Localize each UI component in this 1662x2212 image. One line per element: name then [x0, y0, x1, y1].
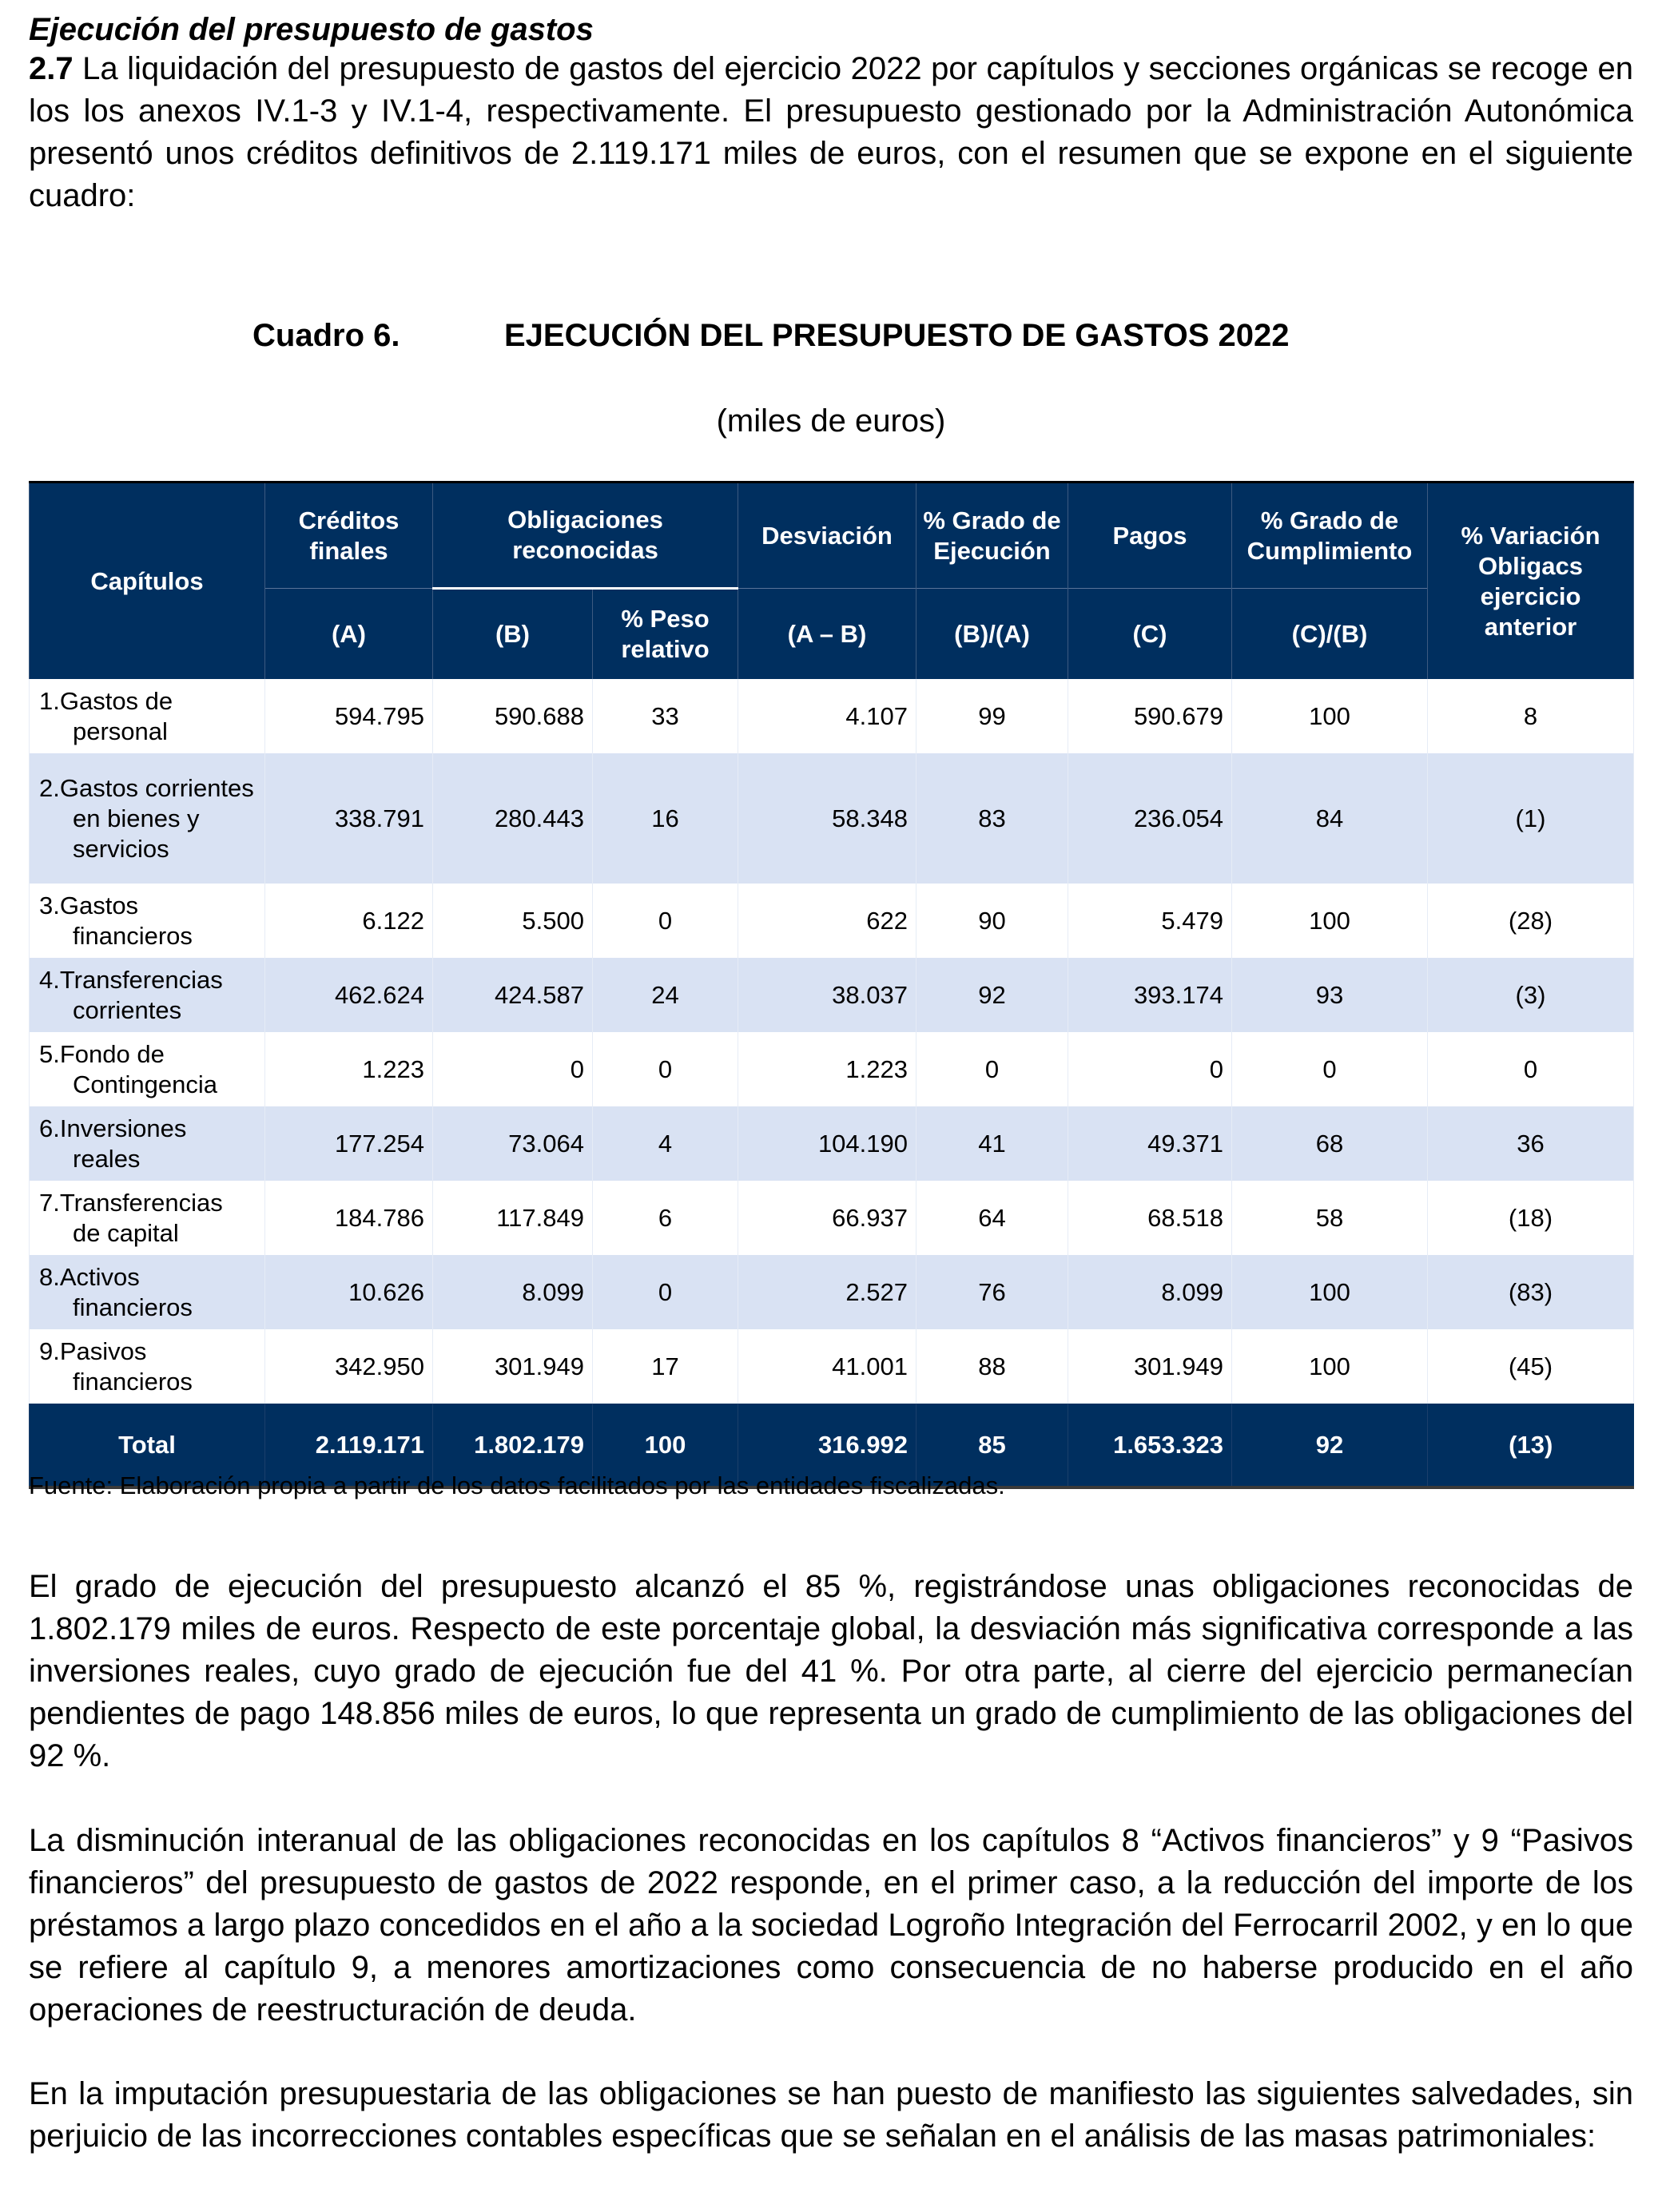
row-label: 7.Transferencias de capital [39, 1188, 223, 1247]
cell-obligaciones: 73.064 [433, 1106, 593, 1181]
col-header-creditos: Créditos finales [265, 483, 433, 589]
cell-variacion: (1) [1428, 753, 1634, 884]
intro-paragraph [29, 48, 1633, 217]
row-label: 1.Gastos de personal [39, 686, 173, 745]
paragraph-execution: El grado de ejecución del presupuesto alcanzó el 85 %, registrándose unas obligaciones reconocidas de 1.802.179 miles de euros. Respecto de este porcentaje global, la desviación más significativa corresponde a las inversiones reales, cuyo grado de ejecución fue del 41 %. Por otra parte, al cierre del ejercicio permanecían pendientes de pago 148.856 miles de euros, lo que representa un grado de cumplimiento de las obligaciones del 92 %. [29, 1569, 1633, 1773]
cell-grado-ejecucion: 76 [916, 1255, 1068, 1329]
cell-peso: 6 [593, 1181, 738, 1255]
table-row [30, 1329, 1634, 1404]
cell-desviacion: 38.037 [738, 958, 916, 1032]
cell-peso: 0 [593, 1255, 738, 1329]
cell-obligaciones: 117.849 [433, 1181, 593, 1255]
cell-obligaciones: 0 [433, 1032, 593, 1106]
total-variacion: (13) [1428, 1404, 1634, 1487]
cell-grado-cumplimiento: 100 [1232, 884, 1428, 958]
table-caption [252, 316, 1290, 355]
table-row [30, 679, 1634, 753]
cell-creditos: 462.624 [265, 958, 433, 1032]
total-grado-ejecucion: 85 [916, 1404, 1068, 1487]
total-creditos: 2.119.171 [265, 1404, 433, 1487]
cell-pagos: 393.174 [1068, 958, 1232, 1032]
cell-desviacion: 622 [738, 884, 916, 958]
cell-peso: 33 [593, 679, 738, 753]
cell-desviacion: 41.001 [738, 1329, 916, 1404]
total-grado-cumplimiento: 92 [1232, 1404, 1428, 1487]
cell-pagos: 68.518 [1068, 1181, 1232, 1255]
cell-obligaciones: 280.443 [433, 753, 593, 884]
cell-grado-cumplimiento: 93 [1232, 958, 1428, 1032]
cell-creditos: 342.950 [265, 1329, 433, 1404]
table-row [30, 1106, 1634, 1181]
cell-creditos: 338.791 [265, 753, 433, 884]
cell-peso: 0 [593, 884, 738, 958]
cell-desviacion: 4.107 [738, 679, 916, 753]
cell-desviacion: 104.190 [738, 1106, 916, 1181]
cell-creditos: 177.254 [265, 1106, 433, 1181]
cell-grado-ejecucion: 88 [916, 1329, 1068, 1404]
cell-pagos: 5.479 [1068, 884, 1232, 958]
cell-peso: 24 [593, 958, 738, 1032]
cell-grado-cumplimiento: 100 [1232, 1329, 1428, 1404]
cell-obligaciones: 301.949 [433, 1329, 593, 1404]
row-label: 9.Pasivos financieros [39, 1336, 193, 1396]
cell-obligaciones: 424.587 [433, 958, 593, 1032]
header-row-1 [30, 483, 1634, 589]
cell-grado-cumplimiento: 58 [1232, 1181, 1428, 1255]
cell-peso: 17 [593, 1329, 738, 1404]
row-label: 2.Gastos corrientes en bienes y servicios [39, 773, 254, 863]
cell-desviacion: 2.527 [738, 1255, 916, 1329]
cell-grado-ejecucion: 64 [916, 1181, 1068, 1255]
cell-obligaciones: 8.099 [433, 1255, 593, 1329]
row-label: 8.Activos financieros [39, 1262, 193, 1321]
cell-grado-ejecucion: 41 [916, 1106, 1068, 1181]
table-row [30, 884, 1634, 958]
cell-obligaciones: 5.500 [433, 884, 593, 958]
total-label: Total [30, 1404, 265, 1487]
cell-creditos: 184.786 [265, 1181, 433, 1255]
row-label: 3.Gastos financieros [39, 891, 193, 950]
col-subheader-b-over-a: (B)/(A) [916, 589, 1068, 680]
header-row-2 [30, 589, 1634, 680]
col-header-grado-ejecucion: % Grado de Ejecución [916, 483, 1068, 589]
cell-pagos: 8.099 [1068, 1255, 1232, 1329]
paragraph-decrease: La disminución interanual de las obligaciones reconocidas en los capítulos 8 “Activos financieros” y 9 “Pasivos financieros” del presupuesto de gastos de 2022 responde, en el primer caso, a la reducción del importe de los préstamos a largo plazo concedidos en el año a la sociedad Logroño Integración del Ferrocarril 2002, y en lo que se refiere al capítulo 9, a menores amortizaciones como consecuencia de no haberse producido en el año operaciones de reestructuración de deuda. [29, 1823, 1633, 2027]
section-title: Ejecución del presupuesto de gastos [29, 12, 594, 47]
col-subheader-c: (C) [1068, 589, 1232, 680]
col-header-variacion: % Variación Obligacs ejercicio anterior [1428, 483, 1634, 680]
cell-grado-ejecucion: 99 [916, 679, 1068, 753]
table-row [30, 1255, 1634, 1329]
cell-grado-cumplimiento: 0 [1232, 1032, 1428, 1106]
col-subheader-a: (A) [265, 589, 433, 680]
col-subheader-b: (B) [433, 589, 593, 680]
row-label: 4.Transferencias corrientes [39, 965, 223, 1024]
total-pagos: 1.653.323 [1068, 1404, 1232, 1487]
cell-variacion: (18) [1428, 1181, 1634, 1255]
table-row [30, 753, 1634, 884]
col-header-pagos: Pagos [1068, 483, 1232, 589]
table-title: EJECUCIÓN DEL PRESUPUESTO DE GASTOS 2022 [504, 318, 1290, 353]
table-number: Cuadro 6. [252, 318, 400, 353]
cell-variacion: (45) [1428, 1329, 1634, 1404]
total-obligaciones: 1.802.179 [433, 1404, 593, 1487]
cell-variacion: (3) [1428, 958, 1634, 1032]
cell-pagos: 590.679 [1068, 679, 1232, 753]
total-desviacion: 316.992 [738, 1404, 916, 1487]
cell-pagos: 49.371 [1068, 1106, 1232, 1181]
cell-grado-ejecucion: 92 [916, 958, 1068, 1032]
cell-desviacion: 66.937 [738, 1181, 916, 1255]
col-header-desviacion: Desviación [738, 483, 916, 589]
cell-creditos: 1.223 [265, 1032, 433, 1106]
cell-creditos: 6.122 [265, 884, 433, 958]
paragraph-salvedades: En la imputación presupuestaria de las obligaciones se han puesto de manifiesto las siguientes salvedades, sin perjuicio de las incorrecciones contables específicas que se señalan en el análisis de las masas patrimoniales: [29, 2076, 1633, 2154]
table-row [30, 1032, 1634, 1106]
paragraph-number: 2.7 [29, 51, 74, 86]
cell-creditos: 10.626 [265, 1255, 433, 1329]
col-header-capitulos: Capítulos [30, 483, 265, 680]
cell-peso: 16 [593, 753, 738, 884]
cell-variacion: 0 [1428, 1032, 1634, 1106]
cell-peso: 4 [593, 1106, 738, 1181]
cell-variacion: (83) [1428, 1255, 1634, 1329]
table-units: (miles de euros) [716, 403, 946, 439]
cell-variacion: (28) [1428, 884, 1634, 958]
cell-desviacion: 58.348 [738, 753, 916, 884]
intro-text: La liquidación del presupuesto de gastos del ejercicio 2022 por capítulos y secciones orgánicas se recoge en los los anexos IV.1-3 y IV.1-4, respectivamente. El presupuesto gestionado por la Administración Autonómica presentó unos créditos definitivos de 2.119.171 miles de euros, con el resumen que se expone en el siguiente cuadro: [29, 51, 1633, 213]
table-source-note: Fuente: Elaboración propia a partir de los datos facilitados por las entidades fiscalizadas. [29, 1471, 1005, 1499]
table-row [30, 1181, 1634, 1255]
row-label: 6.Inversiones reales [39, 1114, 187, 1173]
cell-variacion: 8 [1428, 679, 1634, 753]
cell-obligaciones: 590.688 [433, 679, 593, 753]
col-header-obligaciones: Obligaciones reconocidas [433, 483, 738, 589]
cell-desviacion: 1.223 [738, 1032, 916, 1106]
cell-grado-ejecucion: 90 [916, 884, 1068, 958]
cell-grado-cumplimiento: 100 [1232, 1255, 1428, 1329]
cell-grado-cumplimiento: 84 [1232, 753, 1428, 884]
col-header-grado-cumplimiento: % Grado de Cumplimiento [1232, 483, 1428, 589]
col-subheader-peso: % Peso relativo [593, 589, 738, 680]
col-subheader-a-minus-b: (A – B) [738, 589, 916, 680]
table-row [30, 958, 1634, 1032]
col-subheader-c-over-b: (C)/(B) [1232, 589, 1428, 680]
cell-pagos: 301.949 [1068, 1329, 1232, 1404]
cell-grado-cumplimiento: 68 [1232, 1106, 1428, 1181]
cell-pagos: 0 [1068, 1032, 1232, 1106]
cell-grado-ejecucion: 83 [916, 753, 1068, 884]
cell-variacion: 36 [1428, 1106, 1634, 1181]
cell-pagos: 236.054 [1068, 753, 1232, 884]
budget-execution-table [29, 481, 1634, 1489]
cell-peso: 0 [593, 1032, 738, 1106]
total-peso: 100 [593, 1404, 738, 1487]
cell-grado-cumplimiento: 100 [1232, 679, 1428, 753]
cell-creditos: 594.795 [265, 679, 433, 753]
cell-grado-ejecucion: 0 [916, 1032, 1068, 1106]
row-label: 5.Fondo de Contingencia [39, 1039, 217, 1098]
